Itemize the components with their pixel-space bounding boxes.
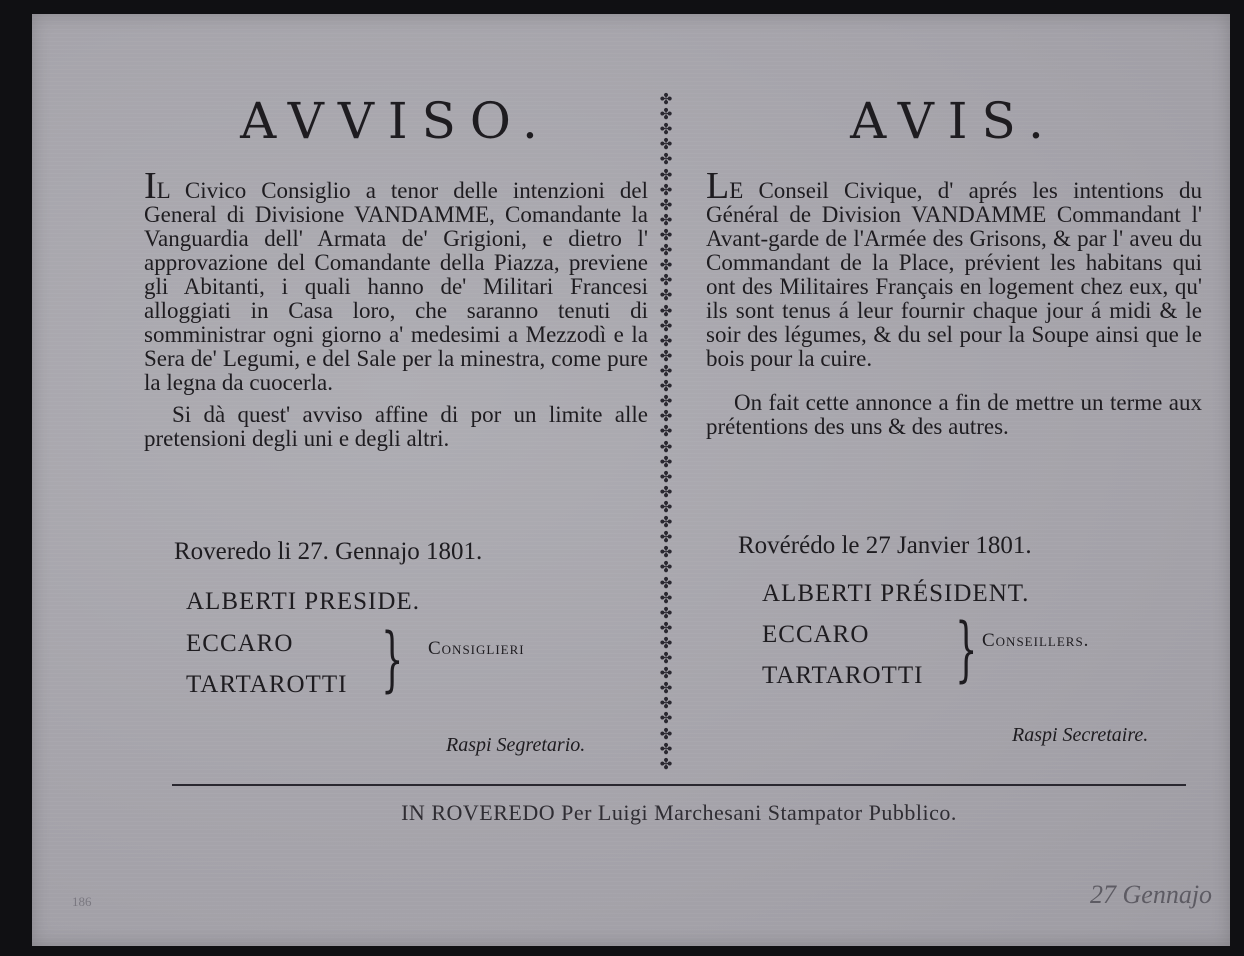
divider-ornament: ✤ [659, 528, 673, 547]
divider-ornament: ✤ [659, 633, 673, 652]
divider-ornament: ✤ [659, 210, 673, 229]
french-president: ALBERTI PRÉSIDENT. [762, 580, 1030, 607]
french-title: AVIS. [850, 92, 1058, 150]
divider-ornament: ✤ [659, 739, 673, 758]
french-dropcap: L [706, 165, 730, 207]
divider-ornament: ✤ [659, 165, 673, 184]
divider-ornament: ✤ [659, 603, 673, 622]
divider-ornament: ✤ [659, 105, 673, 124]
french-date: Rovérédo le 27 Janvier 1801. [738, 532, 1032, 559]
french-paragraph-1-text: E Conseil Civique, d' aprés les intentions du Général de Division VANDAMME Commandant l' Avant-garde de l'Armée des Grisons, & par l' aveu du Commandant de la Place, prévient les habitans qui ont des Militaires Français en logement chez eux, qu' ils sont tenus á leur fournir chaque jour á midi & le soir des légumes, & du sel pour la Soupe ainsi que le bois pour la cuire. [706, 178, 1202, 371]
pencil-annotation: 27 Gennajo [1090, 880, 1213, 909]
divider-ornament: ✤ [659, 679, 673, 698]
divider-ornament: ✤ [659, 301, 673, 320]
italian-role: Consiglieri [428, 638, 525, 659]
divider-ornament: ✤ [659, 225, 673, 244]
divider-ornament: ✤ [659, 195, 673, 214]
divider-ornament: ✤ [659, 558, 673, 577]
divider-ornament: ✤ [659, 497, 673, 516]
divider-ornament: ✤ [659, 709, 673, 728]
divider-ornament: ✤ [659, 482, 673, 501]
divider-ornament: ✤ [659, 331, 673, 350]
divider-ornament: ✤ [659, 286, 673, 305]
divider-ornament: ✤ [659, 256, 673, 275]
french-body [706, 165, 1202, 439]
divider-ornament: ✤ [659, 467, 673, 486]
divider-ornament: ✤ [659, 180, 673, 199]
french-paragraph-2: On fait cette annonce a fin de mettre un terme aux prétentions des uns & des autres. [706, 390, 1202, 439]
imprint-rule [172, 784, 1186, 786]
french-member-2: TARTAROTTI [762, 662, 924, 689]
divider-ornament: ✤ [659, 649, 673, 668]
divider-ornament: ✤ [659, 513, 673, 532]
italian-member-2: TARTAROTTI [186, 671, 348, 698]
divider-ornament: ✤ [659, 150, 673, 169]
divider-ornament: ✤ [659, 361, 673, 380]
italian-paragraph-1 [144, 165, 648, 395]
italian-president: ALBERTI PRESIDE. [186, 588, 420, 615]
divider-ornament: ✤ [659, 452, 673, 471]
divider-ornament: ✤ [659, 573, 673, 592]
french-secretary: Raspi Secretaire. [1012, 724, 1149, 746]
french-role: Conseillers. [982, 630, 1090, 651]
italian-title: AVVISO. [240, 92, 552, 150]
french-paragraph-1 [706, 165, 1202, 371]
french-brace: } [955, 608, 978, 690]
italian-paragraph-1-text: L Civico Consiglio a tenor delle intenzioni del General di Divisione VANDAMME, Comandante la Vanguardia dell' Armata de' Grigioni, e dietro l' approvazione del Comandante della Piazza, previene gli Abitanti, i quali hanno de' Militari Francesi alloggiati in Casa loro, che saranno tenuti di somministrar ogni giorno a' medesimi a Mezzodì e la Sera de' Legumi, e del Sale per la minestra, come pure la legna da cuocerla. [144, 178, 648, 395]
ornamental-divider [646, 92, 686, 772]
divider-ornament: ✤ [659, 135, 673, 154]
divider-ornament: ✤ [659, 271, 673, 290]
divider-ornament: ✤ [659, 664, 673, 683]
italian-secretary: Raspi Segretario. [446, 734, 586, 756]
divider-ornament: ✤ [659, 346, 673, 365]
divider-ornament: ✤ [659, 377, 673, 396]
shelf-mark: 186 [72, 894, 92, 909]
divider-ornament: ✤ [659, 422, 673, 441]
poster-sheet [32, 14, 1230, 946]
divider-ornament: ✤ [659, 90, 673, 108]
divider-ornament: ✤ [659, 618, 673, 637]
italian-member-1: ECCARO [186, 630, 294, 657]
divider-ornament: ✤ [659, 392, 673, 411]
divider-ornament: ✤ [659, 724, 673, 743]
printer-imprint: IN ROVEREDO Per Luigi Marchesani Stampator Pubblico. [401, 800, 957, 825]
italian-date: Roveredo li 27. Gennajo 1801. [174, 538, 483, 565]
divider-ornament: ✤ [659, 694, 673, 713]
divider-ornament: ✤ [659, 120, 673, 139]
italian-dropcap: I [144, 165, 157, 207]
divider-ornament: ✤ [659, 437, 673, 456]
italian-body [144, 165, 648, 451]
divider-ornament: ✤ [659, 543, 673, 562]
divider-ornament: ✤ [659, 316, 673, 335]
divider-ornament: ✤ [659, 588, 673, 607]
french-member-1: ECCARO [762, 621, 870, 648]
divider-ornament: ✤ [659, 241, 673, 260]
divider-ornament: ✤ [659, 407, 673, 426]
italian-brace: } [381, 618, 404, 700]
italian-paragraph-2: Si dà quest' avviso affine di por un limite alle pretensioni degli uni e degli altri. [144, 402, 648, 451]
divider-ornament: ✤ [659, 754, 673, 773]
